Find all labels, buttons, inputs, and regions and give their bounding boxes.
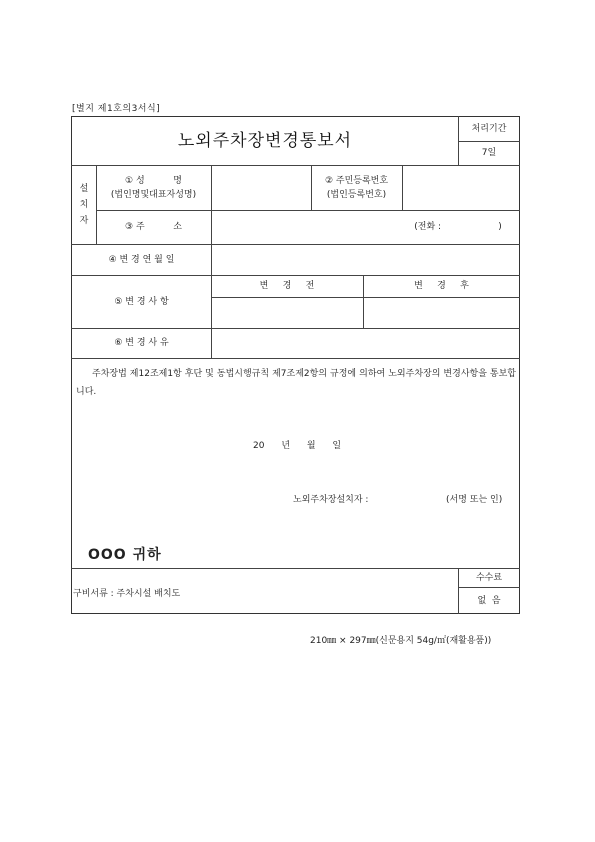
form-title: 노외주차장변경통보서 bbox=[177, 131, 353, 151]
required-documents: 구비서류 : 주차시설 배치도 bbox=[73, 589, 181, 599]
reg-no-label: ② 주민등록번호 bbox=[324, 175, 389, 186]
name-sublabel: (법인명및대표자성명) bbox=[110, 189, 197, 200]
reg-no-field[interactable] bbox=[403, 166, 519, 210]
phone-label: (전화 : ) bbox=[414, 222, 502, 232]
fee-value: 없 음 bbox=[477, 595, 501, 606]
signature-note: (서명 또는 인) bbox=[446, 495, 503, 505]
form-number-label: [별지 제1호의3서식] bbox=[72, 104, 161, 114]
address-label: ③ 주 소 bbox=[125, 222, 182, 232]
submission-date: 20 년 월 일 bbox=[253, 441, 342, 451]
processing-period-label: 처리기간 bbox=[471, 124, 507, 134]
change-date-field[interactable] bbox=[212, 245, 519, 275]
change-date-label: ④ 변 경 연 월 일 bbox=[108, 254, 175, 265]
before-change-field[interactable] bbox=[212, 298, 363, 328]
signer-label: 노외주차장설치자 : bbox=[293, 495, 369, 505]
change-reason-field[interactable] bbox=[212, 329, 519, 358]
notification-statement: 주차장법 제12조제1항 후단 및 동법시행규칙 제7조제2항의 규정에 의하여 노외주차장의 변경사항을 통보합니다. bbox=[76, 369, 516, 397]
before-change-label: 변 경 전 bbox=[259, 281, 315, 291]
reg-no-sublabel: (법인등록번호) bbox=[326, 189, 387, 200]
change-reason-label: ⑥ 변 경 사 유 bbox=[114, 338, 169, 348]
installer-label-char: 치 bbox=[79, 199, 89, 210]
installer-label-char: 설 bbox=[79, 183, 89, 194]
after-change-label: 변 경 후 bbox=[414, 281, 469, 291]
reg-no-label-cell bbox=[311, 165, 402, 210]
installer-section-label bbox=[72, 165, 96, 244]
name-label-cell bbox=[96, 165, 211, 210]
name-field[interactable] bbox=[212, 166, 311, 210]
installer-label-char: 자 bbox=[79, 215, 89, 226]
divider bbox=[71, 358, 520, 359]
addressee: OOO 귀하 bbox=[88, 547, 162, 563]
after-change-field[interactable] bbox=[364, 298, 519, 328]
paper-spec: 210㎜ × 297㎜(신문용지 54g/㎡(재활용품)) bbox=[310, 636, 492, 646]
change-items-label: ⑤ 변 경 사 항 bbox=[114, 296, 169, 307]
divider bbox=[71, 568, 520, 569]
fee-label: 수수료 bbox=[475, 572, 503, 583]
processing-period-value: 7일 bbox=[481, 148, 497, 158]
signer-name-field[interactable] bbox=[392, 488, 444, 506]
name-label: ① 성 명 bbox=[125, 175, 182, 186]
